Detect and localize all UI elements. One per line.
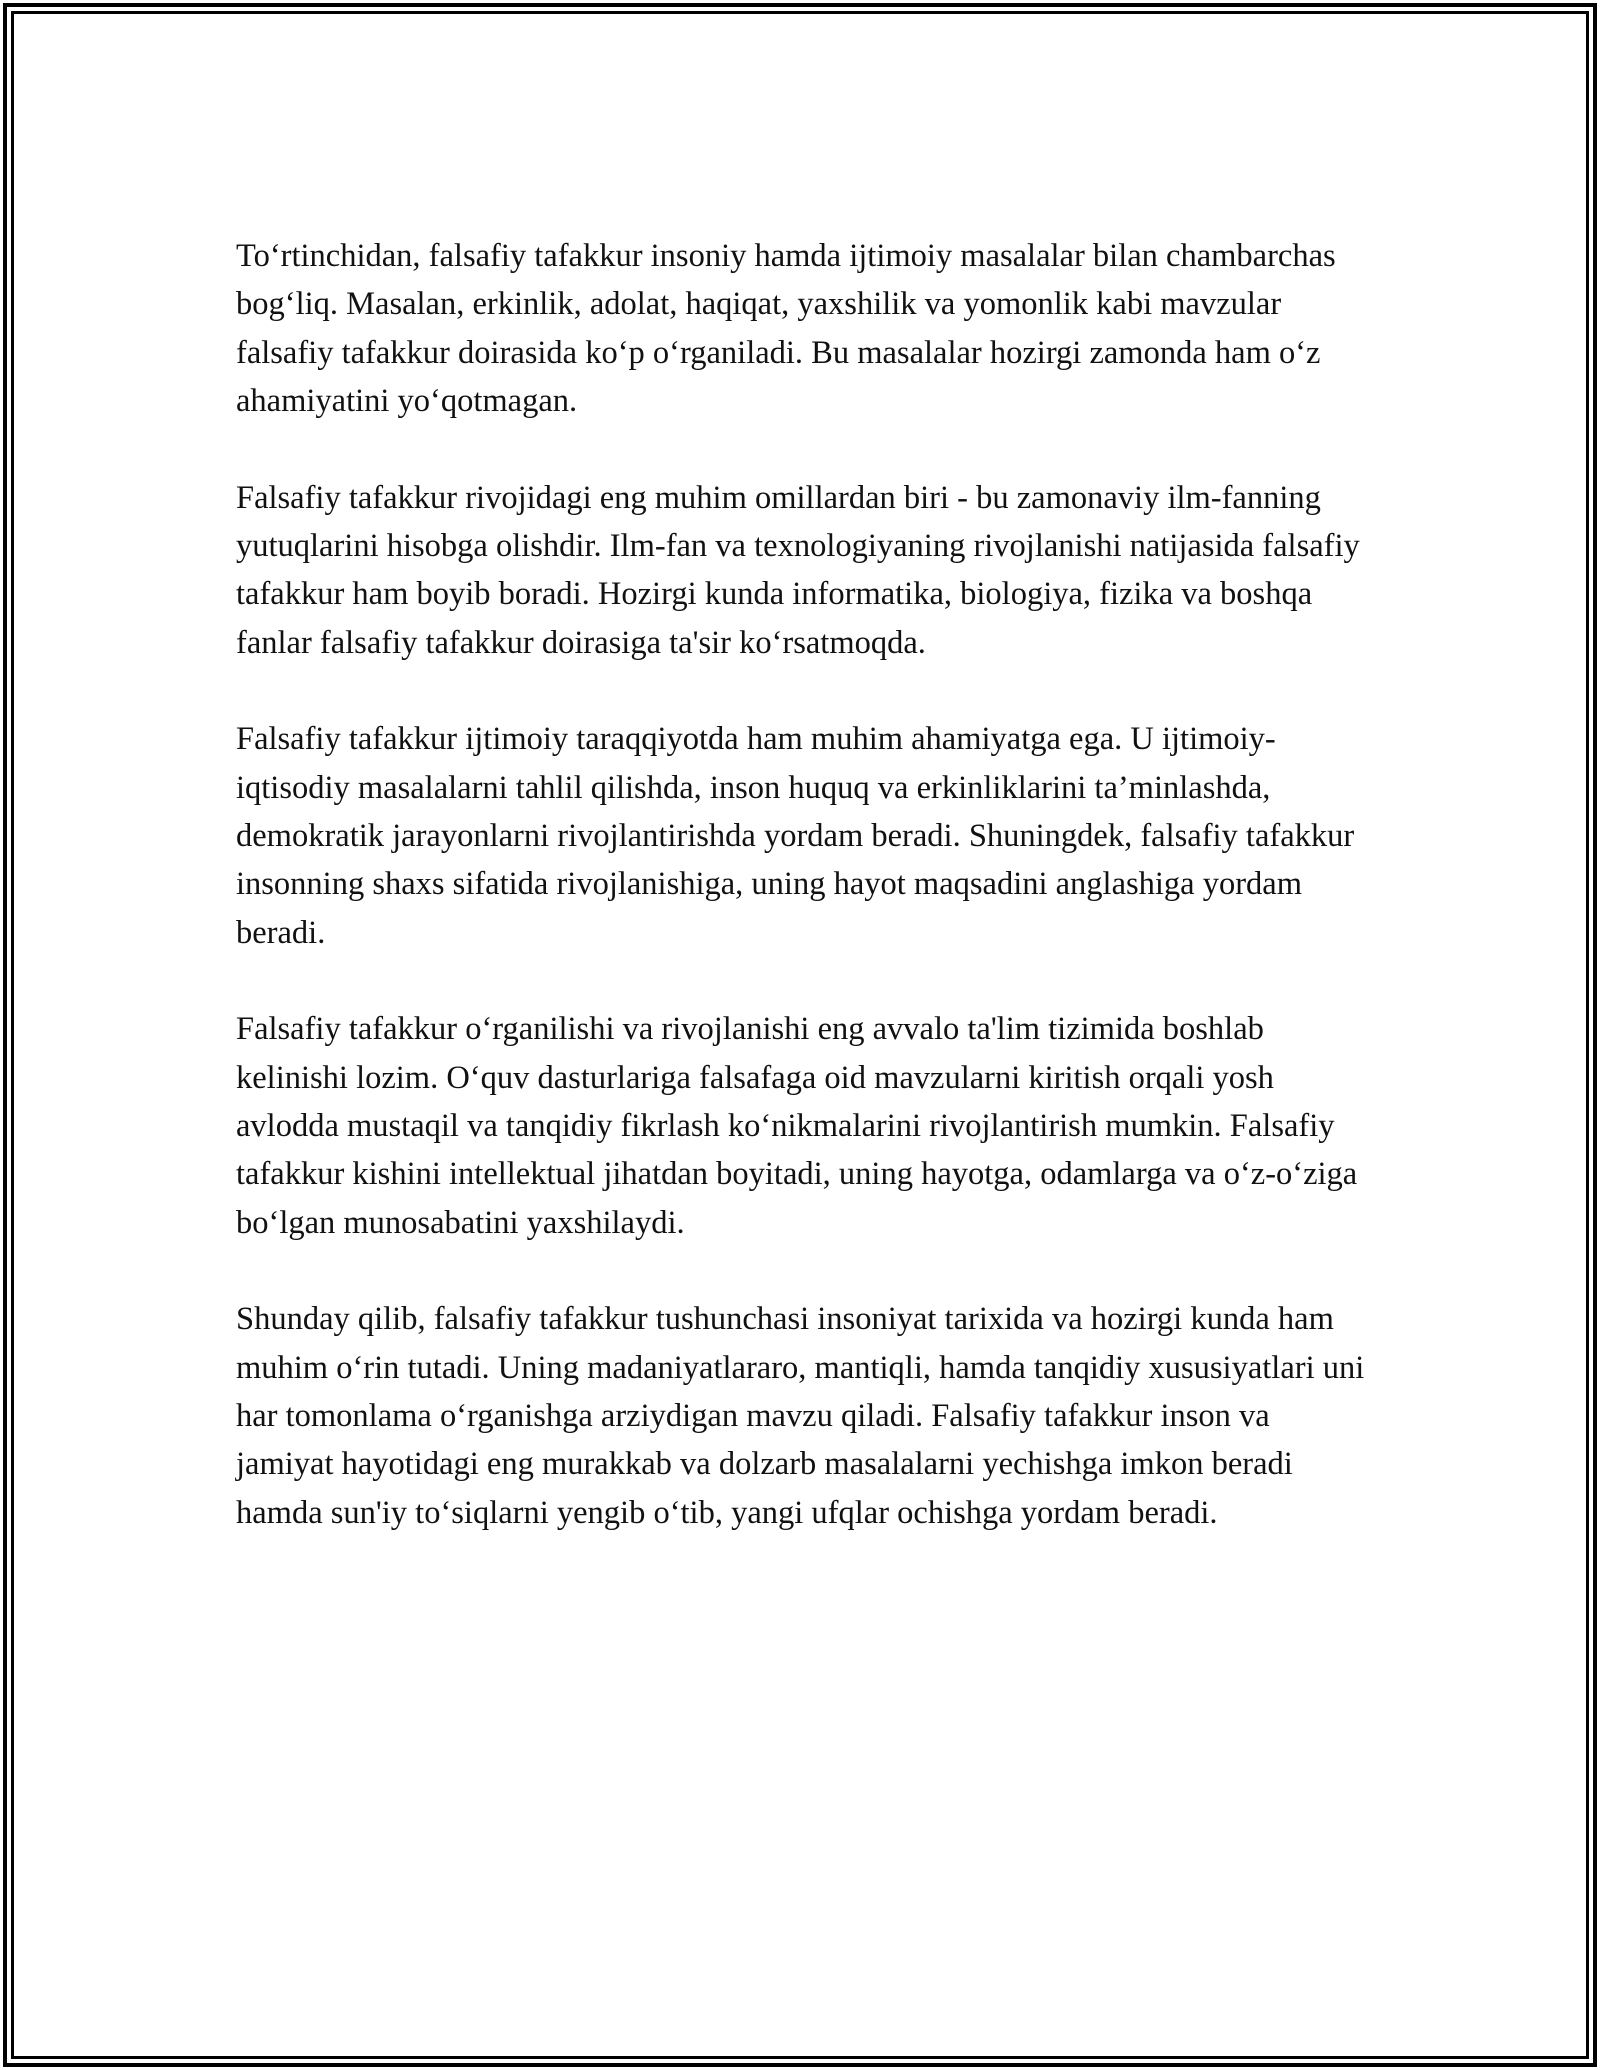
paragraph-5: Shunday qilib, falsafiy tafakkur tushunchasi insoniyat tarixida va hozirgi kunda ham muhim o‘rin tutadi. Uning madaniyatlararo, mantiqli, hamda tanqidiy xususiyatlari uni har tomonlama o‘rganishga arziydigan mavzu qiladi. Falsafiy tafakkur inson va jamiyat hayotidagi eng murakkab va dolzarb masalalarni yechishga imkon beradi hamda sun'iy to‘siqlarni yengib o‘tib, yangi ufqlar ochishga yordam beradi. [236,1301,1365,1531]
paragraph-4: Falsafiy tafakkur o‘rganilishi va rivojlanishi eng avvalo ta'lim tizimida boshlab kelinishi lozim. O‘quv dasturlariga falsafaga oid mavzularni kiritish orqali yosh avlodda mustaqil va tanqidiy fikrlash ko‘nikmalarini rivojlantirish mumkin. Falsafiy tafakkur kishini intellektual jihatdan boyitadi, uning hayotga, odamlarga va o‘z-o‘ziga bo‘lgan munosabatini yaxshilaydi. [236,1011,1358,1241]
paragraph-2: Falsafiy tafakkur rivojidagi eng muhim omillardan biri - bu zamonaviy ilm-fanning yutuqlarini hisobga olishdir. Ilm-fan va texnologiyaning rivojlanishi natijasida falsafiy tafakkur ham boyib boradi. Hozirgi kunda informatika, biologiya, fizika va boshqa fanlar falsafiy tafakkur doirasiga ta'sir ko‘rsatmoqda. [236,479,1360,661]
paragraph-3: Falsafiy tafakkur ijtimoiy taraqqiyotda ham muhim ahamiyatga ega. U ijtimoiy-iqtisodiy masalalarni tahlil qilishda, inson huquq va erkinliklarini ta’minlashda, demokratik jarayonlarni rivojlantirishda yordam beradi. Shuningdek, falsafiy tafakkur insonning shaxs sifatida rivojlanishiga, uning hayot maqsadini anglashiga yordam beradi. [236,721,1355,951]
paragraph-1: To‘rtinchidan, falsafiy tafakkur insoniy hamda ijtimoiy masalalar bilan chambarchas bog‘liq. Masalan, erkinlik, adolat, haqiqat, yaxshilik va yomonlik kabi mavzular falsafiy tafakkur doirasida ko‘p o‘rganiladi. Bu masalalar hozirgi zamonda ham o‘z ahamiyatini yo‘qotmagan. [236,238,1336,419]
document-body [236,232,1366,1585]
